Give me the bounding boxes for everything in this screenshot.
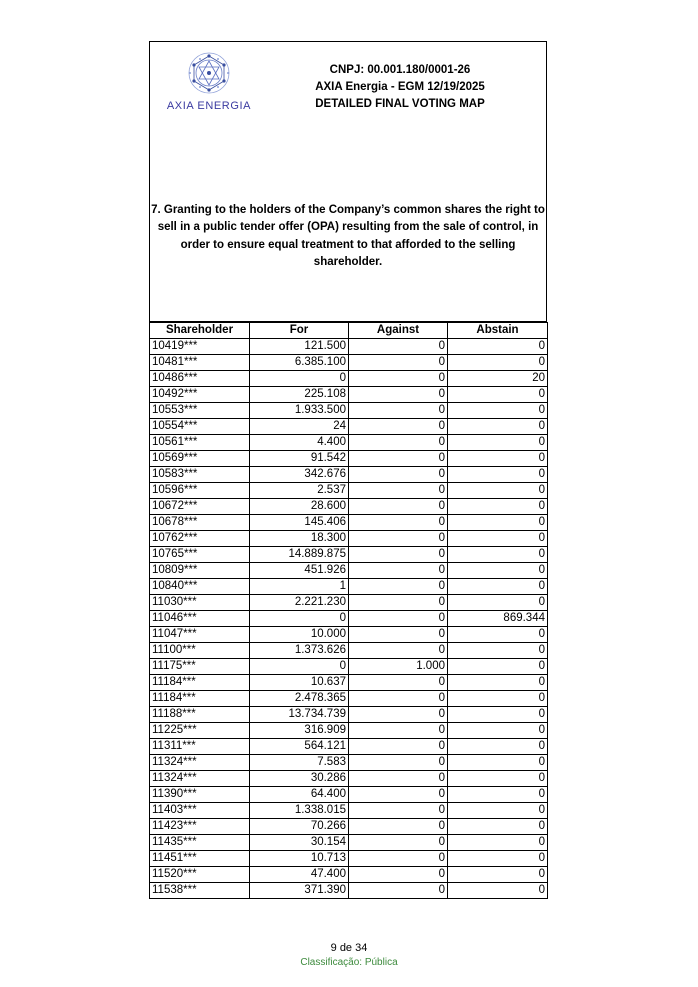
table-row <box>150 723 548 739</box>
classification-label: Classificação: Pública <box>300 957 398 968</box>
cell-abstain: 0 <box>448 403 548 419</box>
cell-against: 0 <box>349 547 448 563</box>
table-row <box>150 403 548 419</box>
cell-against: 0 <box>349 499 448 515</box>
cell-against: 0 <box>349 739 448 755</box>
cell-abstain: 0 <box>448 659 548 675</box>
cell-against: 0 <box>349 835 448 851</box>
cell-for: 2.537 <box>250 483 349 499</box>
table-row <box>150 755 548 771</box>
cell-for: 64.400 <box>250 787 349 803</box>
cell-abstain: 0 <box>448 835 548 851</box>
table-body <box>150 339 548 899</box>
cell-for: 91.542 <box>250 451 349 467</box>
cell-abstain: 0 <box>448 563 548 579</box>
company-logo <box>164 50 254 112</box>
table-row <box>150 803 548 819</box>
agenda-item-text: 7. Granting to the holders of the Company’s common shares the right to sell in a public tender offer (OPA) resulting from the sale of control, in order to ensure equal treatment to that afforded to the selling shareholder. <box>151 204 545 268</box>
cell-against: 0 <box>349 691 448 707</box>
table-row <box>150 531 548 547</box>
cell-against: 0 <box>349 403 448 419</box>
cell-against: 0 <box>349 595 448 611</box>
cell-shareholder: 11047*** <box>150 627 250 643</box>
cell-abstain: 0 <box>448 691 548 707</box>
cell-against: 0 <box>349 867 448 883</box>
cell-against: 0 <box>349 387 448 403</box>
cell-shareholder: 11423*** <box>150 819 250 835</box>
cell-for: 13.734.739 <box>250 707 349 723</box>
table-row <box>150 771 548 787</box>
cell-shareholder: 11046*** <box>150 611 250 627</box>
cell-for: 316.909 <box>250 723 349 739</box>
cell-against: 0 <box>349 803 448 819</box>
table-row <box>150 819 548 835</box>
cell-abstain: 0 <box>448 819 548 835</box>
cell-shareholder: 10492*** <box>150 387 250 403</box>
cell-abstain: 0 <box>448 707 548 723</box>
table-row <box>150 467 548 483</box>
table-row <box>150 499 548 515</box>
cell-shareholder: 10419*** <box>150 339 250 355</box>
cell-against: 0 <box>349 723 448 739</box>
table-row <box>150 595 548 611</box>
cell-against: 0 <box>349 627 448 643</box>
cell-abstain: 20 <box>448 371 548 387</box>
cell-against: 0 <box>349 371 448 387</box>
cell-abstain: 0 <box>448 771 548 787</box>
table-row <box>150 339 548 355</box>
cell-for: 1.933.500 <box>250 403 349 419</box>
cell-abstain: 0 <box>448 723 548 739</box>
cell-for: 47.400 <box>250 867 349 883</box>
table-row <box>150 883 548 899</box>
cell-shareholder: 10486*** <box>150 371 250 387</box>
cell-for: 6.385.100 <box>250 355 349 371</box>
cell-shareholder: 10762*** <box>150 531 250 547</box>
cell-for: 2.478.365 <box>250 691 349 707</box>
cell-shareholder: 11184*** <box>150 675 250 691</box>
cell-against: 0 <box>349 771 448 787</box>
cell-for: 0 <box>250 611 349 627</box>
cell-for: 121.500 <box>250 339 349 355</box>
cell-against: 0 <box>349 675 448 691</box>
cell-shareholder: 10840*** <box>150 579 250 595</box>
column-header-against: Against <box>349 323 448 339</box>
cell-against: 0 <box>349 563 448 579</box>
table-row <box>150 627 548 643</box>
table-row <box>150 419 548 435</box>
cell-abstain: 0 <box>448 355 548 371</box>
cell-shareholder: 11324*** <box>150 771 250 787</box>
cell-shareholder: 11451*** <box>150 851 250 867</box>
cell-abstain: 0 <box>448 595 548 611</box>
cell-shareholder: 10553*** <box>150 403 250 419</box>
cell-for: 564.121 <box>250 739 349 755</box>
cell-abstain: 0 <box>448 451 548 467</box>
cell-for: 10.637 <box>250 675 349 691</box>
cell-shareholder: 11390*** <box>150 787 250 803</box>
table-row <box>150 355 548 371</box>
cell-abstain: 0 <box>448 627 548 643</box>
cell-shareholder: 11225*** <box>150 723 250 739</box>
cell-shareholder: 10569*** <box>150 451 250 467</box>
cell-against: 0 <box>349 851 448 867</box>
cell-shareholder: 11435*** <box>150 835 250 851</box>
cell-abstain: 0 <box>448 787 548 803</box>
table-row <box>150 851 548 867</box>
table-row <box>150 435 548 451</box>
cell-shareholder: 10678*** <box>150 515 250 531</box>
cell-against: 0 <box>349 435 448 451</box>
cell-against: 0 <box>349 755 448 771</box>
cell-abstain: 0 <box>448 435 548 451</box>
cell-against: 0 <box>349 707 448 723</box>
table-row <box>150 787 548 803</box>
cell-against: 0 <box>349 531 448 547</box>
cell-against: 0 <box>349 339 448 355</box>
cell-for: 451.926 <box>250 563 349 579</box>
cnpj-line: CNPJ: 00.001.180/0001-26 <box>329 64 471 76</box>
cell-abstain: 0 <box>448 387 548 403</box>
cell-for: 7.583 <box>250 755 349 771</box>
cell-against: 0 <box>349 483 448 499</box>
cell-for: 1.338.015 <box>250 803 349 819</box>
cell-shareholder: 10583*** <box>150 467 250 483</box>
cell-abstain: 0 <box>448 419 548 435</box>
cell-for: 30.286 <box>250 771 349 787</box>
cell-shareholder: 11538*** <box>150 883 250 899</box>
cell-abstain: 0 <box>448 339 548 355</box>
voting-table <box>149 322 548 899</box>
table-row <box>150 547 548 563</box>
cell-against: 0 <box>349 467 448 483</box>
cell-for: 10.713 <box>250 851 349 867</box>
table-row <box>150 643 548 659</box>
cell-shareholder: 11175*** <box>150 659 250 675</box>
axia-logo-icon <box>186 50 232 96</box>
cell-for: 342.676 <box>250 467 349 483</box>
header-box <box>149 41 547 322</box>
cell-abstain: 0 <box>448 515 548 531</box>
cell-for: 145.406 <box>250 515 349 531</box>
cell-against: 1.000 <box>349 659 448 675</box>
cell-shareholder: 10672*** <box>150 499 250 515</box>
cell-for: 14.889.875 <box>250 547 349 563</box>
table-row <box>150 739 548 755</box>
table-row <box>150 691 548 707</box>
table-row <box>150 611 548 627</box>
cell-shareholder: 11324*** <box>150 755 250 771</box>
cell-for: 28.600 <box>250 499 349 515</box>
cell-against: 0 <box>349 611 448 627</box>
cell-shareholder: 11188*** <box>150 707 250 723</box>
table-row <box>150 867 548 883</box>
cell-against: 0 <box>349 419 448 435</box>
table-row <box>150 707 548 723</box>
meeting-line: AXIA Energia - EGM 12/19/2025 <box>315 81 485 93</box>
cell-shareholder: 11184*** <box>150 691 250 707</box>
cell-against: 0 <box>349 819 448 835</box>
cell-abstain: 0 <box>448 803 548 819</box>
table-row <box>150 515 548 531</box>
cell-abstain: 0 <box>448 675 548 691</box>
cell-abstain: 0 <box>448 851 548 867</box>
cell-shareholder: 10809*** <box>150 563 250 579</box>
cell-for: 1.373.626 <box>250 643 349 659</box>
cell-for: 0 <box>250 659 349 675</box>
table-row <box>150 451 548 467</box>
cell-for: 2.221.230 <box>250 595 349 611</box>
cell-for: 1 <box>250 579 349 595</box>
cell-against: 0 <box>349 579 448 595</box>
cell-abstain: 0 <box>448 579 548 595</box>
cell-abstain: 0 <box>448 547 548 563</box>
cell-against: 0 <box>349 515 448 531</box>
document-header <box>300 62 500 113</box>
cell-for: 10.000 <box>250 627 349 643</box>
cell-abstain: 0 <box>448 643 548 659</box>
cell-abstain: 0 <box>448 531 548 547</box>
cell-for: 225.108 <box>250 387 349 403</box>
document-title: DETAILED FINAL VOTING MAP <box>315 98 485 110</box>
cell-against: 0 <box>349 355 448 371</box>
cell-abstain: 0 <box>448 739 548 755</box>
table-row <box>150 659 548 675</box>
table-row <box>150 675 548 691</box>
table-row <box>150 563 548 579</box>
cell-shareholder: 10765*** <box>150 547 250 563</box>
cell-for: 30.154 <box>250 835 349 851</box>
cell-shareholder: 10481*** <box>150 355 250 371</box>
cell-shareholder: 10596*** <box>150 483 250 499</box>
column-header-shareholder: Shareholder <box>150 323 250 339</box>
cell-against: 0 <box>349 643 448 659</box>
table-row <box>150 483 548 499</box>
table-row <box>150 371 548 387</box>
cell-shareholder: 10561*** <box>150 435 250 451</box>
cell-for: 0 <box>250 371 349 387</box>
cell-for: 70.266 <box>250 819 349 835</box>
cell-abstain: 0 <box>448 755 548 771</box>
page-number: 9 de 34 <box>330 942 368 954</box>
cell-for: 18.300 <box>250 531 349 547</box>
logo-wordmark: AXIA ENERGIA <box>166 100 252 112</box>
cell-abstain: 0 <box>448 467 548 483</box>
table-row <box>150 835 548 851</box>
cell-shareholder: 11030*** <box>150 595 250 611</box>
cell-abstain: 0 <box>448 483 548 499</box>
cell-shareholder: 10554*** <box>150 419 250 435</box>
cell-against: 0 <box>349 787 448 803</box>
column-header-abstain: Abstain <box>448 323 548 339</box>
cell-for: 4.400 <box>250 435 349 451</box>
cell-shareholder: 11520*** <box>150 867 250 883</box>
cell-abstain: 0 <box>448 867 548 883</box>
table-header-row <box>150 323 548 339</box>
cell-for: 371.390 <box>250 883 349 899</box>
cell-abstain: 0 <box>448 499 548 515</box>
cell-abstain: 0 <box>448 883 548 899</box>
cell-shareholder: 11403*** <box>150 803 250 819</box>
cell-against: 0 <box>349 451 448 467</box>
cell-abstain: 869.344 <box>448 611 548 627</box>
cell-for: 24 <box>250 419 349 435</box>
table-row <box>150 579 548 595</box>
table-row <box>150 387 548 403</box>
cell-shareholder: 11100*** <box>150 643 250 659</box>
cell-against: 0 <box>349 883 448 899</box>
column-header-for: For <box>250 323 349 339</box>
cell-shareholder: 11311*** <box>150 739 250 755</box>
